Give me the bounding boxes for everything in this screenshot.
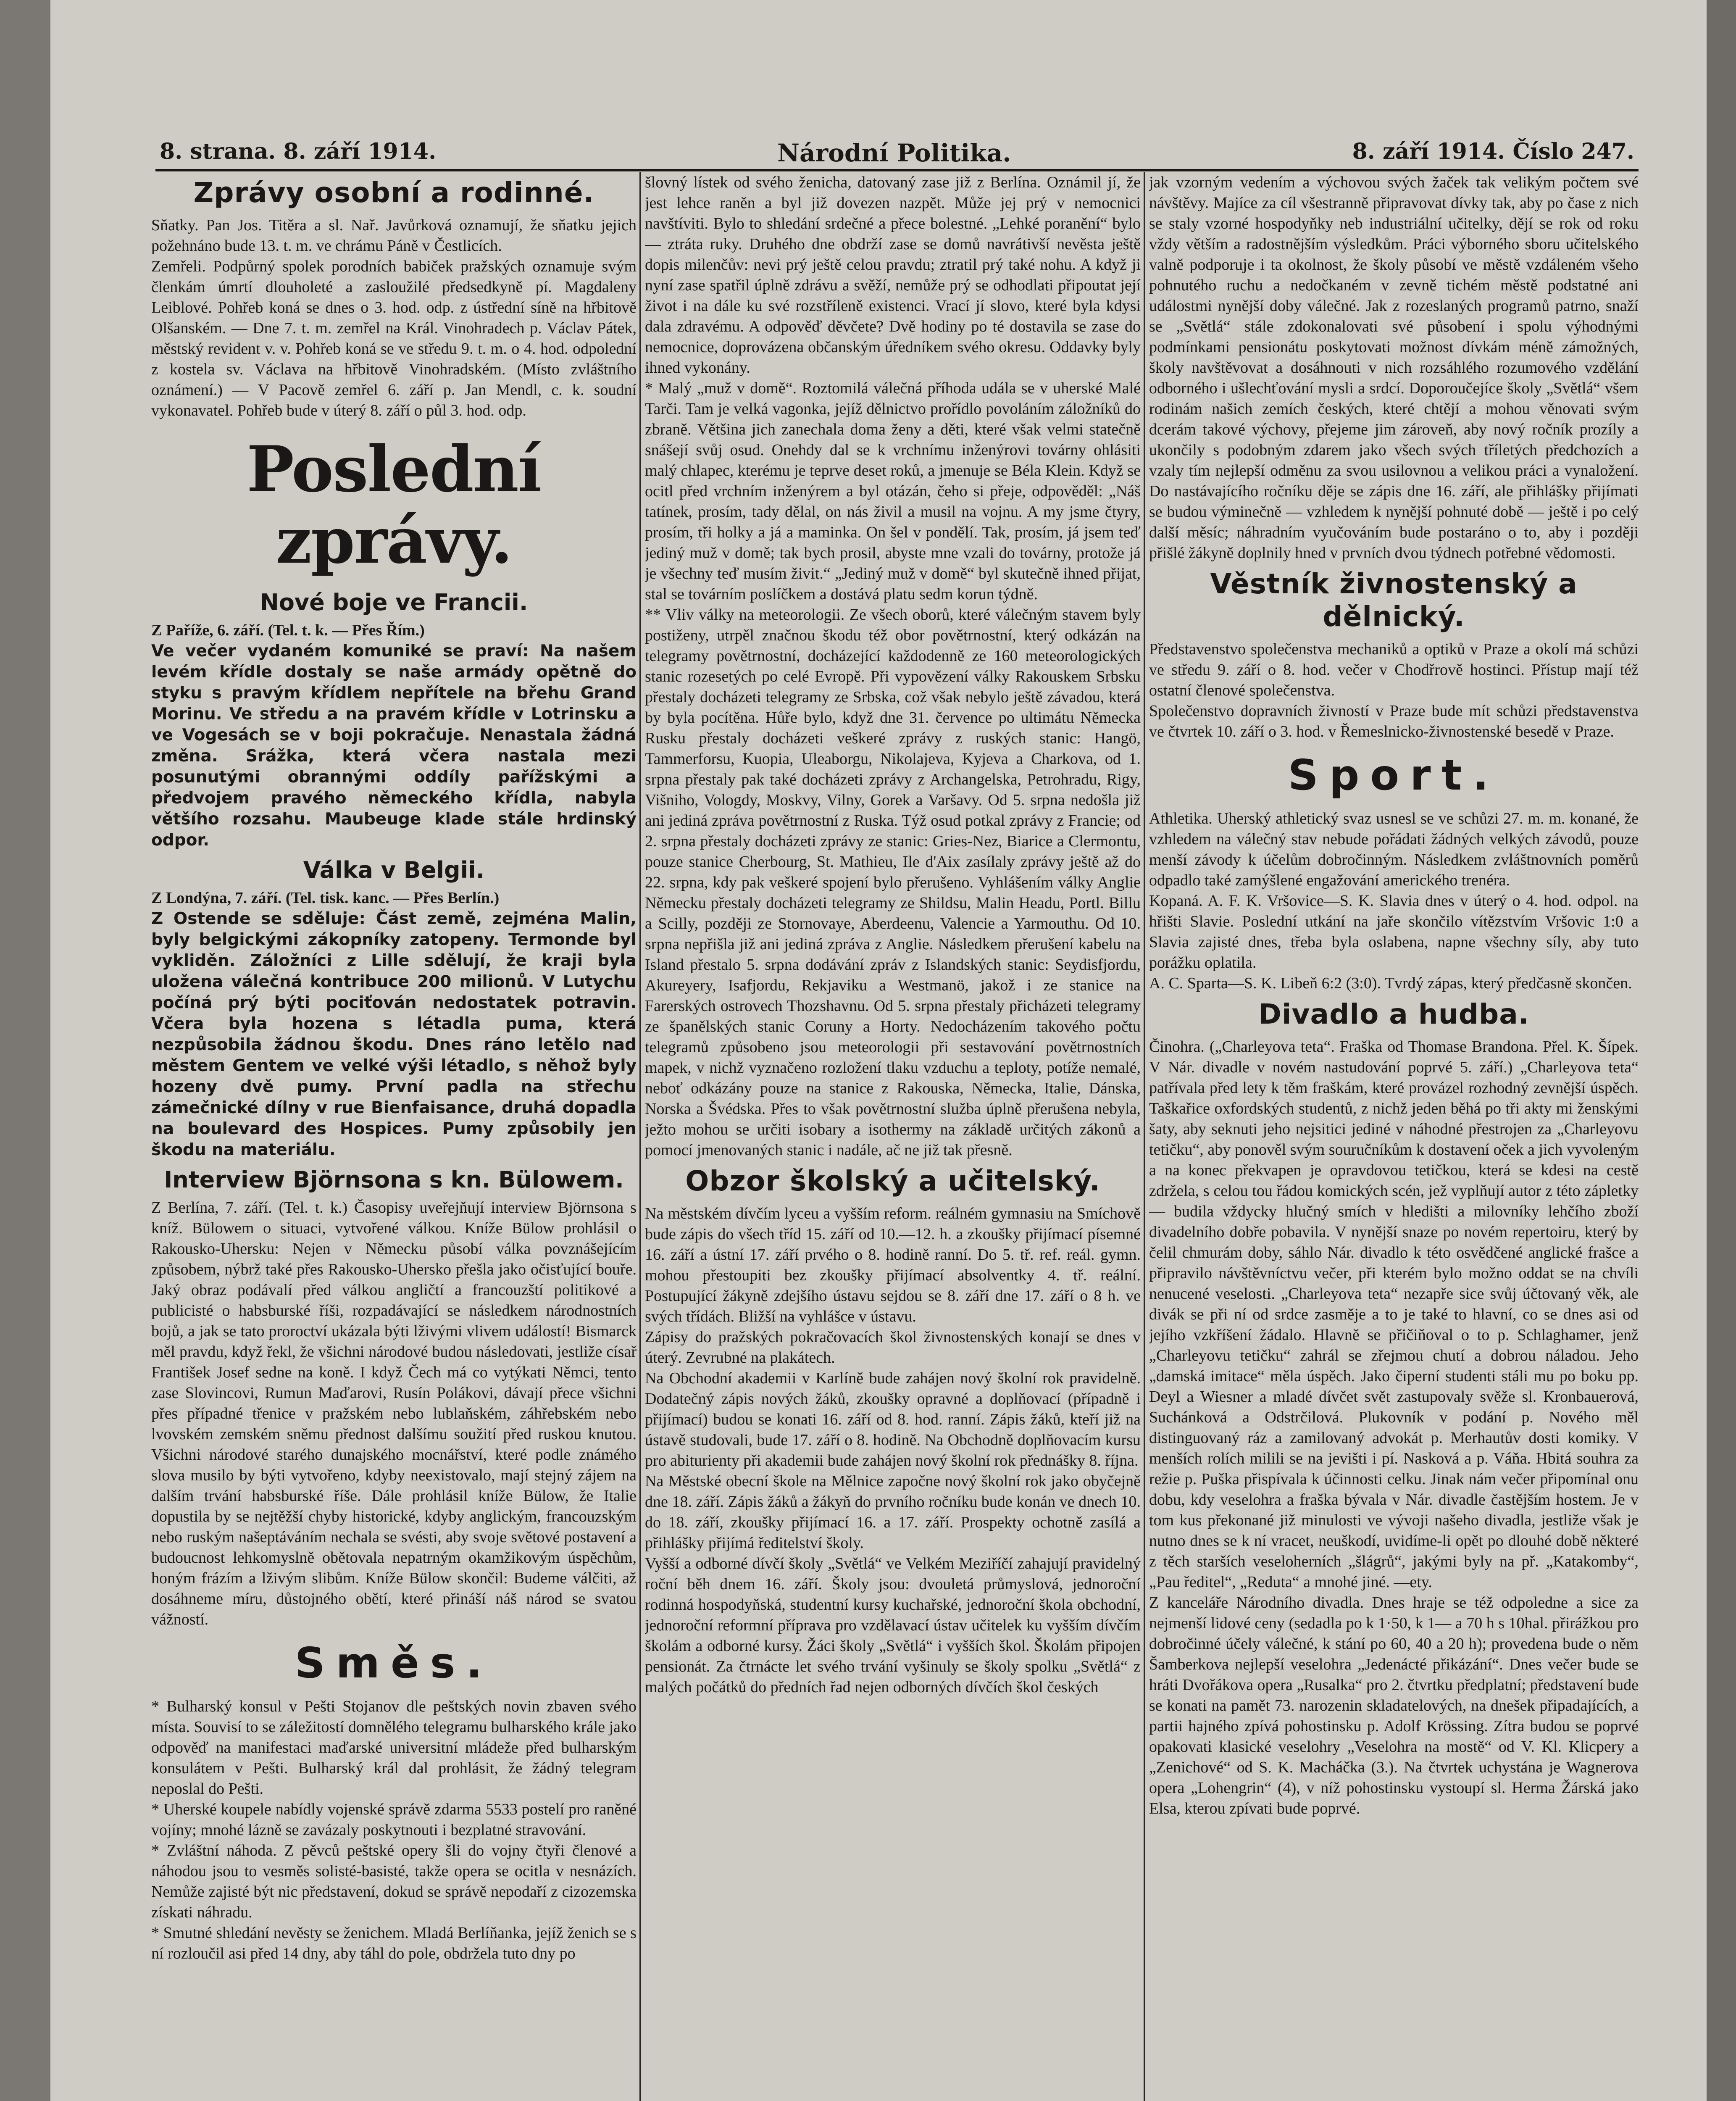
trade-heading: Věstník živnostenský a dělnický. [1210, 568, 1578, 633]
france-dateline: Z Paříže, 6. září. (Tel. t. k. — Přes Řím.) [151, 621, 425, 639]
mix-item-4: * Smutné shledání nevěsty se ženichem. Mladá Berlíňanka, jejíž ženich se s ní rozloučil asi před 14 dny, aby táhl do pole, obdržela tuto dny po [151, 1924, 637, 1962]
theatre-office-notice: Z kanceláře Národního divadla. Dnes hraje se též odpoledne a sice za nejmenší lidové ceny (sedadla po k 1·50, k 1— a 70 h s 10hal. přirážkou pro dobročinné účely válečné, k stání po 60, 40 a 20 h); provedena bude o něm Šamberkova nejlepší veselohra „Jedenácté přikázání“. Dnes večer bude se hráti Dvořákova opera „Rusalka“ pro 2. čtvrtku předplatní; představení bude se konati na pamět 73. narozenin skladatelových, na dnešek připadajících, a partii hajného zpívá pohostinsku p. Adolf Krössing. Zítra budou se poprvé opakovati klasické veselohry „Veselohra na mostě“ od V. Kl. Klicpery a „Zenichové“ od S. K. Macháčka (3.). Na čtvrtek uchystána je Wagnerova opera „Lohengrin“ (4), v níž pohostinsku vystoupí sl. Herma Žárská jako Elsa, kterou zpívati bude poprvé. [1149, 1594, 1639, 1817]
school-item-3: Na Obchodní akademii v Karlíně bude zahájen nový školní rok pravidelně. Dodatečný zápis nových žáků, zkoušky opravné a doplňovací (případně i přijímací) budou se konati 16. září od 8. hod. ranní. Zápis žáků, kteří již na ústavě studovali, bude 17. září o 8. hodině. Na Obchodně doplňovacím kursu pro abiturienty při akademii bude zahájen nový školní rok přednášky 8. října. [645, 1369, 1141, 1469]
france-heading: Nové boje ve Francii. [260, 589, 528, 616]
mix-item-3: * Zvláštní náhoda. Z pěvců peštské opery šli do vojny čtyři členové a náhodou jsou to vesměs solisté-basisté, takže opera se ocitla v nesnázích. Nemůže zajisté být nic představení, dokud se správě nepodaří z cizozemska získati náhradu. [151, 1842, 637, 1921]
story-small-man: * Malý „muž v domě“. Roztomilá válečná příhoda udála se v uherské Malé Tarči. Tam je velká vagonka, jejíž dělnictvo prořídlo povoláním záložníků do zbraně. Většina jich zanechala doma ženy a děti, které však velmi statečně snášejí svůj osud. Onehdy dal se k vrchnímu inženýrovi továrny ohlásiti malý chlapec, kterému je teprve deset roků, a jmenuje se Béla Klein. Když se ocitl před vrchním inženýrem a byl otázán, čeho si přeje, odpověděl: „Náš tatínek, prosím, tady dělal, on nás živil a musil na vojnu. A my jsme čtyry, prosím, tři holky a já a maminka. On šel v pondělí. Tak, prosím, já jsem teď jediný muž v domě; tak bych prosil, abyste mne vzali do továrny, protože já je všechny teď musím živit.“ „Jediný muž v domě“ byl skutečně ihned přijat, stal se továrním poslíčkem a dostává platu sedm korun týdně. [645, 379, 1141, 603]
trade-item-1: Představenstvo společenstva mechaniků a optiků v Praze a okolí má schůzi ve středu 9. září o 8. hod. večer v Chodřrově hostinci. Přístup mají též ostatní členové společenstva. [1149, 640, 1639, 699]
school-item-2: Zápisy do pražských pokračovacích škol živnostenských konají se dnes v úterý. Zevrubné na plakátech. [645, 1328, 1141, 1366]
scan-edge-right [1707, 0, 1736, 2101]
personal-news-heading: Zprávy osobní a rodinné. [193, 176, 594, 209]
personal-news-deaths: Zemřeli. Podpůrný spolek porodních babiček pražských oznamuje svým členkám úmrtí dlouholeté a zasloužilé předsedkyně pí. Magdaleny Leiblové. Pohřeb koná se dnes o 3. hod. odp. z ústřední síně na hřbitově Olšanském. — Dne 7. t. m. zemřel na Král. Vinohradech p. Václav Pátek, městský revident v. v. Pohřeb koná se ve středu 9. t. m. o 4. hod. odpolední z kostela sv. Václava na hřbitově Vinohradském. (Místo zvláštního oznámení.) — V Pacově zemřel 6. září p. Jan Mendl, c. k. soudní vykonavatel. Pohřeb bude v úterý 8. září o půl 3. hod. odp. [151, 258, 637, 419]
interview-heading: Interview Björnsona s kn. Bülowem. [164, 1166, 624, 1193]
theatre-review: Činohra. („Charleyova teta“. Fraška od Thomase Brandona. Přel. K. Šípek. V Nár. divadle v novém nastudování poprvé 5. září.) „Charleyova teta“ patřívala před lety k těm fraškám, které provázel rozhodný zevnější úspěch. Taškařice oxfordských studentů, z nichž jeden běhá po tři akty mi ženskými šaty, aby seknuti jeho nejsitici jediné v náhodné přestrojen za „Charleyovu tetičku“, aby ponověl svým souručníkům k dostavení oček a jich vyvoleným a na konec překvapen je opravdovou tetičkou, která se kdesi na cestě zdržela, s celou tou řádou komických scén, jež vyplňují autor z této zápletky — budila vždycky hlučný smích v hledišti a milovníky lehčího zboží divadelního dobře pobavila. V nynější snaze po novém repertoiru, který by čelil chmurám doby, sáhlo Nár. divadlo k této osvědčené anglické frašce a připravilo návštěvníctvu večer, při kterém bylo možno oddat se na chvíli nenucené veselosti. „Charleyova teta“ nezapře sice svůj účtovaný věk, ale divák se při ní od srdce zasměje a to je také to hlavní, co se dnes asi od jejího vzkříšení žádalo. Hlavně se přičiňoval o to p. Schlaghamer, jenž „Charleyovu tetičku“ zahrál se zřejmou chutí a dobrou náladou. Jeho „damská imitace“ měla úspěch. Jako čiperní studenti stáli mu po boku pp. Deyl a Wiesner a mladé dívčet svět zastupovaly svěže sl. Kronbauerová, Suchánková a Odstrčilová. Plukovník v podání p. Nového měl distinguovaný ráz a zamilovaný advokát p. Merhautův dosti komiky. V menších rolích milili se na jevišti i pí. Nasková a p. Váňa. Hbitá souhra za režie p. Puška přispívala k účinnosti celku. Jinak nám večer připomínal onu dobu, kdy veselohra a fraška bývala v Nár. divadle častějším hostem. Je v tom kus překonané již minulosti ve vývoji našeho divadla, jestliže však je nutno dnes se k ní vracet, neuškodí, uvidíme-li opět po dlouhé době některé z těch starších veseloherních „šlágrů“, jakými byly na př. „Katakomby“, „Pau ředitel“, „Reduta“ a mnohé jiné. —ety. [1149, 1038, 1639, 1591]
belgium-heading: Válka v Belgii. [303, 857, 485, 883]
column-2 [645, 172, 1141, 2101]
header-date-issue: 8. září 1914. Číslo 247. [1352, 139, 1634, 164]
column-3 [1149, 172, 1639, 2101]
sport-item-football: Kopaná. A. F. K. Vršovice—S. K. Slavia dnes v úterý o 4. hod. odpol. na hřišti Slavie. Poslední utkání na jaře skončilo vítězstvím Vršovic 1:0 a Slavia zajisté dnes, třeba byla oslabena, napne všechny síly, aby tuto porážku oplatila. [1149, 892, 1639, 972]
sport-item-athletics: Athletika. Uherský athletický svaz usnesl se ve schůzi 27. m. m. konané, že vzhledem na válečný stav nebude pořádati žádných velkých závodů, pouze menší závody k účelům dobročinným. Následkem zvláštnovních poměrů odpadlo také zamýšlené engažování amerického trenéra. [1149, 810, 1639, 889]
theatre-heading: Divadlo a hudba. [1258, 998, 1529, 1030]
column-1 [151, 172, 637, 2101]
latest-news-heading: Poslední zprávy. [247, 432, 541, 578]
school-item-4: Na Městské obecní škole na Mělnice započne nový školní rok jako obyčejně dne 18. září. Zápis žáků a žákyň do prvního ročníku bude konán ve dnech 10. do 18. září, zkoušky přijímací 16. a 17. září. Prospekty ochotně zasílá a přihlášky přijímá ředitelství školy. [645, 1472, 1141, 1552]
scan-edge-left [0, 0, 50, 2101]
header-masthead: Národní Politika. [777, 139, 1011, 167]
mix-item-2: * Uherské koupele nabídly vojenské správě zdarma 5533 postelí pro raněné vojíny; mnohé lázně se zavázaly poskytnouti i bezplatné stravování. [151, 1801, 637, 1839]
mix-item-1: * Bulharský konsul v Pešti Stojanov dle peštských novin zbaven svého místa. Souvisí to se záležitostí domnělého telegramu bulharského krále jako odpověď na manifestaci maďarské universitní mládeže před bulharským konsulátem v Pešti. Bulharský král dal prohlásit, že žádný telegram neposlal do Pešti. [151, 1698, 637, 1798]
sport-item-result: A. C. Sparta—S. K. Libeň 6:2 (3:0). Tvrdý zápas, který předčasně skončen. [1149, 974, 1632, 992]
story-meteorology: ** Vliv války na meteorologii. Ze všech oborů, které válečným stavem byly postiženy, utrpěl značnou škodu též obor povětrnostní, který odkázán na telegramy povětrnostní, docházející každodenně ze 160 meteorologických stanic rozesetých po celé Evropě. Při vypovězení války Rakouskem Srbsku přestaly docházeti telegramy ze Srbska, což však nebylo ještě závadou, která by byla pocítěna. Hůře bylo, když dne 31. července po ultimátu Německa Rusku přestaly docházeti veškeré zprávy z ruských stanic: Hangö, Tammerforsu, Kuopia, Uleaborgu, Nikolajeva, Kyjeva a Charkova, od 1. srpna přestaly pak také docházeti zprávy z Archangelska, Petrohradu, Rigy, Višniho, Vologdy, Moskvy, Vilny, Gorek a Varšavy. Od 5. srpna nedošla již ani jediná zpráva povětrnostní z Ruska. Týž osud potkal zprávy z Francie; od 2. srpna přestaly docházeti zprávy ze stanic: Gries-Nez, Biarice a Clermontu, pouze stanice Cherbourg, St. Mathieu, Ile d'Aix zasílaly zprávy ještě až do 22. srpna, kdy pak veškeré spojení bylo přerušeno. Vyhlášením války Anglie Německu přestaly docházeti telegramy ze Shildsu, Malin Headu, Portl. Billu a Scilly, později ze Stornovaye, Aberdeenu, Valencie a Yarmouthu. Od 10. srpna nepřišla již ani jediná zpráva z Anglie. Následkem přerušení kabelu na Island přestalo 5. srpna dodávání zpráv z Islandských stanic: Seydisfjordu, Akureyery, Isafjordu, Rekjaviku a Westmanö, jakož i ze stanice na Farerských ostrovech Thozshavnu. Od 5. srpna přestaly přicházeti telegramy ze španělských stanic Coruny a Horty. Nedocházením takového počtu telegramů způsobeno jsou meteorologii při sestavování povětrnostních mapek, v nichž vyznačeno rozložení tlaku vzduchu a teploty, potíže nemalé, neboť odkázány pouze na stanice z Rakouska, Německa, Italie, Dánska, Norska a Švédska. Přes to však povětrnostní služba úplně přerušena nebyla, ježto mohou se určiti isobary a isothermy na základě určitých zákonů a pomocí jmenovaných stanic i nadále, ač ne již tak přesně. [645, 606, 1141, 1159]
school-heading: Obzor školský a učitelský. [685, 1165, 1100, 1197]
sport-heading: Sport. [1288, 750, 1500, 800]
school-continuation: jak vzorným vedením a výchovou svých žaček tak velikým počtem své návštěvy. Majíce za cíl všestranně připravovat dívky tak, aby po čase z nich se staly vzorné hospodyňky neb industriální učitelky, dějí se rok od roku vždy větším a radostnějším výsledkům. Práci výborného sboru učitelského valně podporuje i ta okolnost, že školy působí ve městě vzdáleném všeho pohnutého ruchu a nedočkaném v zevně tichém městě podstatné ani událostmi nynější doby válečné. Jak z rozeslaných programů patrno, snaží se „Světlá“ stále zdokonalovati své působení i spolu výhodnými podmínkami pensionátu poskytovati možnost dívkám méně zámožných, školy navštěvovat a dosáhnouti v nich rozsáhlého rozumového vzdělání odborného i ušlechťování mysli a srdcí. Doporoučejíce školy „Světlá“ všem rodinám našich zemích českých, které chtějí a mohou věnovati svým dcerám takové výchovy, přejeme jim zároveň, aby nový ročník prozíly a ukončily s podobným zdarem jako všech svých tříletých předchozích a vzaly tím nejlepší odměnu za svou usilovnou a velikou práci a vynaložení. Do nastávajícího ročníku děje se zápis dne 16. září, ale přihlášky přijímati se budou výminečně — vzhledem k nynější pohnuté době — ještě i po celý další měsíc; náhradním vyučováním bude postaráno o to, aby i později přišlé žákyně doplnily hned v prvních dvou týdnech potřebné vědomosti. [1149, 174, 1639, 562]
belgium-body: Z Ostende se sděluje: Část země, zejména Malin, byly belgickými zákopníky zatopeny. Termonde byl vykliděn. Záložníci z Lille sdělují, že kraji byla uložena válečná kontribuce 200 milionů. V Lutychu počíná prý býti pociťován nedostatek potravin. Včera byla hozena s létadla puma, která nezpůsobila žádnou škodu. Dnes ráno letělo nad městem Gentem ve velké výši létadlo, s něhož byly hozeny dvě pumy. První padla na střechu zámečnické dílny v rue Bienfaisance, druhá dopadla na boulevard des Hospices. Pumy způsobily jen škodu na materiálu. [151, 909, 637, 1159]
interview-body: Z Berlína, 7. září. (Tel. t. k.) Časopisy uveřejňují interview Björnsona s kníž. Bülowem o situaci, vytvořené válkou. Kníže Bülow prohlásil o Rakousko-Uhersku: Nejen v Německu působí válka povznášejícím způsobem, nýbrž také přes Rakousko-Uhersko přešla jako očisťující bouře. Jaký obraz podávalí před válkou angličtí a francouzští politikové a publicisté o habsburské říši, rozpadávající se následkem národnostních bojů, a jak se tato proroctví ukázala býti lživými vlivem událostí! Bismarck měl pravdu, když řekl, že všichni národové budou následovati, jestliže císař František Josef sedne na koně. I když Čech má co vytýkati Němci, tento zase Slovincovi, Rumun Maďarovi, Rusín Polákovi, dávají přece všichni přes případné třenice v pražském nebo lublaňském, záhřebském nebo lvovském zemském sněmu přednost dalšímu soužití před ruskou knutou. Všichni národové starého dunajského mocnářství, které podle známého slova musilo by býti vytvořeno, kdyby neexistovalo, mají stejný zájem na dalším trvání habsburské říše. Dále prohlásil kníže Bülow, že Italie dopustila by se nejtěžší chyby historické, kdyby anglickým, francouzským nebo ruským našeptáváním nechala se svésti, aby svoje světové postavení a budoucnost lehkomyslně obětovala nepatrným okamžikovým úspěchům, honým frázím a lživým slibům. Kníže Bülow skončil: Budeme válčiti, až dosáhneme míru, důstojného obětí, které přináší náš národ se svatou vážností. [151, 1199, 637, 1628]
school-item-1: Na městském dívčím lyceu a vyšším reform. reálném gymnasiu na Smíchově bude zápis do všech tříd 15. září od 10.—12. h. a zkoušky přijímací písemné 16. září a ústní 17. září prvého o 8. hodině ranní. Do 5. tř. ref. reál. gymn. mohou přestoupiti bez zkoušky přijímací absolventky 4. tř. reální. Postupující žákyně zdejšího ústavu sejdou se 8. září dne 17. září o 8 h. ve svých třídách. Bližší na vyhlášce v ústavu. [645, 1205, 1141, 1325]
page-header [155, 135, 1639, 171]
column-rule-1 [639, 172, 641, 2101]
story-continuation: šlovný lístek od svého ženicha, datovaný zase již z Berlína. Oznámil jí, že jest lehce raněn a byl již dovezen nazpět. Může jej prý v nemocnici navštíviti. Bylo to shledání srdečné a přece bolestné. „Lehké poranění“ bylo — ztráta ruky. Druhého dne obdrží zase se domů navrátivší nevěsta ještě dopis milenčův: nevi prý ještě celou pravdu; ztratil prý také nohu. A když ji nyní zase spatřil úplně zdrávu a svěží, nemůže prý se odhodlati připoutat její život i na dále ku své rozstříleně existenci. Vrací jí slovo, které byla kdysi dala zdravému. A odpověď děvčete? Dvě hodiny po té dostavila se zase do nemocnice, doprovázena občanským úředníkem svého okresu. Oddavky byly ihned vykonány. [645, 174, 1141, 376]
france-body: Ve večer vydaném komuniké se praví: Na našem levém křídle dostaly se naše armády opětně do styku s pravým křídlem nepřítele na břehu Grand Morinu. Ve středu a na pravém křídle v Lotrinsku a ve Vogesách se v boji pokračuje. Nenastala žádná změna. Srážka, která včera nastala mezi posunutými obrannými oddíly pařížskými a předvojem pravého německého křídla, nabyla většího rozsahu. Maubeuge klade stále hrdinský odpor. [151, 642, 637, 850]
column-rule-2 [1144, 172, 1145, 2101]
header-page-number: 8. strana. 8. září 1914. [160, 139, 437, 164]
trade-item-2: Společenstvo dopravních živností v Praze bude mít schůzi představenstva ve čtvrtek 10. září o 3. hod. v Řemeslnicko-živnostenské besedě v Praze. [1149, 702, 1639, 740]
personal-news-marriages: Sňatky. Pan Jos. Titěra a sl. Nař. Javůrková oznamují, že sňatku jejich požehnáno bude 13. t. m. ve chrámu Páně v Čestlicích. [151, 216, 637, 255]
school-item-5: Vyšší a odborné dívčí školy „Světlá“ ve Velkém Meziříčí zahajují pravidelný roční běh dnem 16. září. Školy jsou: dvouletá průmyslová, jednoroční rodinná hospodyňská, studentní kursy kuchařské, jednoroční škola obchodní, jednoroční reformní příprava pro vzdělavací ústav učitelek ku vyšším dívčím školám a odborné kursy. Žáci školy „Světlá“ i vyšších škol. Školám připojen pensionát. Za čtrnácte let svého trvání vyšinuly se školy spolku „Světlá“ z malých počátků do předních řad nejen odborných dívčích škol českých [645, 1555, 1141, 1696]
mix-heading: Směs. [295, 1638, 493, 1688]
belgium-dateline: Z Londýna, 7. září. (Tel. tisk. kanc. — Přes Berlín.) [151, 889, 500, 907]
